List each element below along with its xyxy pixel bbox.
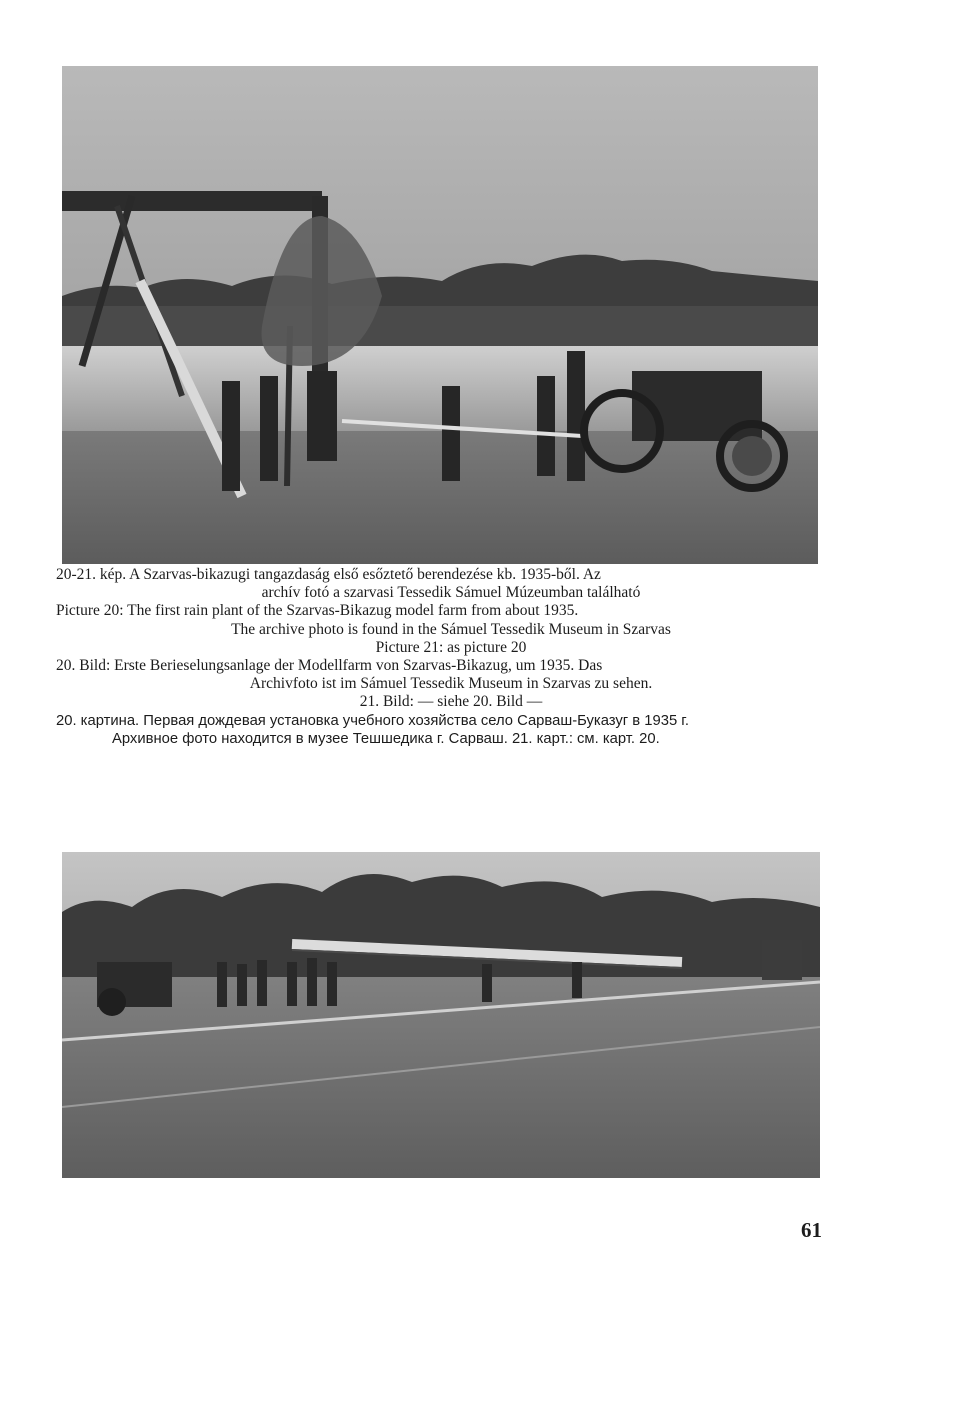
- photo-rain-plant: [62, 66, 818, 564]
- caption-ru-line-2: Архивное фото находится в музее Тешшедика г. Сарваш. 21. карт.: см. карт. 20.: [112, 730, 660, 747]
- caption-en-line-2: The archive photo is found in the Sámuel Tessedik Museum in Szarvas: [231, 620, 671, 638]
- caption-block: [56, 566, 846, 748]
- caption-russian: [56, 712, 846, 748]
- caption-en-line-1: Picture 20: The first rain plant of the Szarvas-Bikazug model farm from about 1935.: [56, 602, 579, 620]
- caption-en-line-3: Picture 21: as picture 20: [375, 638, 527, 656]
- photo-rain-plant-image: [62, 66, 818, 564]
- caption-de-line-3: 21. Bild: — siehe 20. Bild —: [359, 693, 543, 711]
- caption-hu-line-2: archív fotó a szarvasi Tessedik Sámuel Múzeumban található: [261, 584, 641, 602]
- caption-de-line-2: Archivfoto ist im Sámuel Tessedik Museum in Szarvas zu sehen.: [249, 675, 653, 693]
- page-number: 61: [801, 1218, 822, 1242]
- caption-hu-line-1: 20-21. kép. A Szarvas-bikazugi tangazdaság első esőztető berendezése kb. 1935-ből. Az: [56, 566, 601, 583]
- photo-irrigation-pipeline: [62, 852, 820, 1178]
- caption-de-line-1: 20. Bild: Erste Berieselungsanlage der Modellfarm von Szarvas-Bikazug, um 1935. Das: [56, 657, 603, 675]
- caption-english: [56, 602, 846, 657]
- caption-german: [56, 657, 846, 712]
- caption-hungarian: [56, 566, 846, 602]
- photo-irrigation-pipeline-image: [62, 852, 820, 1178]
- caption-ru-line-1: 20. картина. Первая дождевая установка учебного хозяйства село Сарваш-Буказуг в 1935 г.: [56, 712, 690, 729]
